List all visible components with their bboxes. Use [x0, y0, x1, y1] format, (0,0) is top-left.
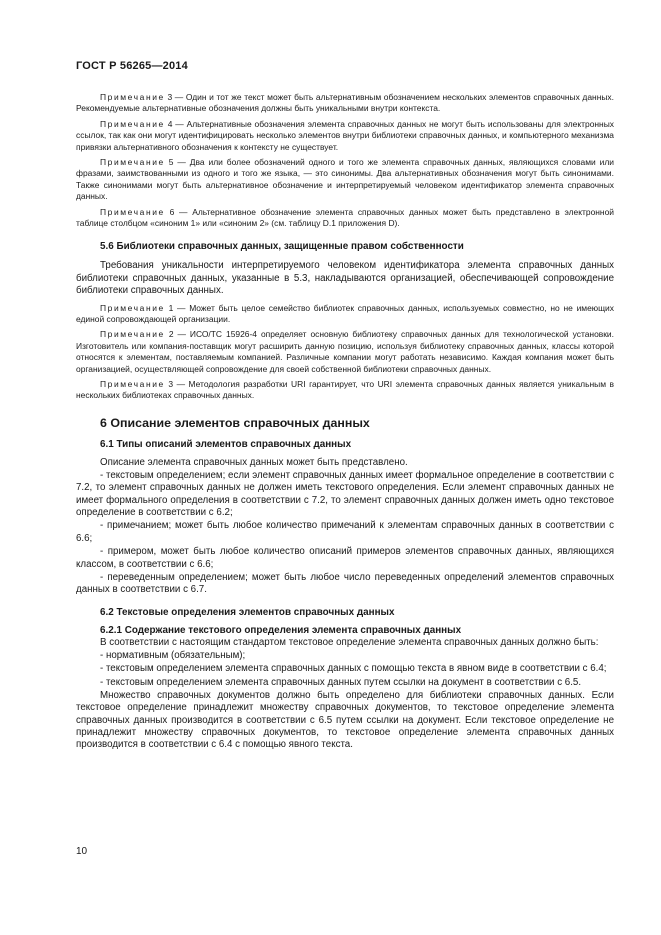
- note-paragraph: [76, 379, 614, 402]
- list-item: - текстовым определением; если элемент справочных данных имеет формальное определение в соответствии с 7.2, то элемент справочных данных не должен иметь текстового определения. Если элемент справочных данных не имеет формального определения в соответствии с 7.2, то элемент справочных данных должен иметь одно текстовое определение в соответствии с 6.2;: [76, 470, 614, 519]
- note-label: Примечание: [100, 378, 165, 389]
- note-text: 3 — Методология разработки URI гарантирует, что URI элемента справочных данных является уникальным в нескольких библиотеках справочных данных.: [76, 378, 614, 401]
- note-paragraph: [76, 92, 614, 115]
- list-item: - текстовым определением элемента справочных данных путем ссылки на документ в соответствии с 6.5.: [100, 676, 582, 688]
- page-content: [76, 92, 614, 752]
- section-heading-6-2: 6.2 Текстовые определения элементов справочных данных: [100, 606, 395, 618]
- body-paragraph: Множество справочных документов должно быть определено для библиотеки справочных данных. Если текстовое определение принадлежит множеству справочных документов, то текстовое определение элемента справочных данных производится в соответствии с 6.5 путем ссылки на документ. Если текстовое определение не принадлежит множеству справочных документов, то текстовое определение элемента справочных данных производится в соответствии с 6.4 с помощью явного текста.: [76, 689, 614, 751]
- section-heading-6-1: 6.1 Типы описаний элементов справочных данных: [100, 438, 352, 450]
- note-text: 1 — Может быть целое семейство библиотек справочных данных, используемых совместно, но не имеющих единой сопровождающей организации.: [76, 302, 614, 324]
- list-item: - примечанием; может быть любое количество примечаний к элементам справочных данных в соответствии с 6.6;: [76, 520, 614, 544]
- body-paragraph: Требования уникальности интерпретируемого человеком идентификатора элемента справочных данных библиотеки справочных данных, указанные в 5.3, накладываются организацией, обеспечивающей сопровождение библиотеки справочных данных.: [76, 260, 614, 297]
- note-paragraph: [76, 119, 614, 153]
- note-label: Примечание: [100, 92, 165, 102]
- section-heading-6-2-1: 6.2.1 Содержание текстового определения элемента справочных данных: [100, 624, 462, 636]
- note-text: 3 — Один и тот же текст может быть альтернативным обозначением нескольких элементов справочных данных. Рекомендуемые альтернативные обозначения должны быть уникальными внутри контекста.: [76, 92, 614, 114]
- page-number: 10: [76, 846, 88, 857]
- body-paragraph: Описание элемента справочных данных может быть представлено.: [100, 456, 408, 468]
- note-text: 5 — Два или более обозначений одного и того же элемента справочных данных, являющихся словами или фразами, заимствованными из одного и того же языка, — это синонимы. Два альтернативных обозначения могут быть синонимами. Также синонимами могут быть альтернативное обозначение и интерпретируемый человеком идентификатор элемента справочных данных.: [76, 157, 614, 202]
- list-item: - переведенным определением; может быть любое число переведенных определений элементов справочных данных в соответствии с 6.7.: [76, 571, 614, 596]
- note-label: Примечание: [100, 302, 165, 313]
- note-label: Примечание: [100, 206, 165, 217]
- list-item: - текстовым определением элемента справочных данных с помощью текста в явном виде в соответствии с 6.4;: [100, 663, 607, 675]
- document-id-header: ГОСТ Р 56265—2014: [76, 60, 188, 72]
- note-text: 2 — ИСО/ТС 15926-4 определяет основную библиотеку справочных данных для технологической установки. Изготовитель или компания-поставщик могут расширить данную позицию, используя библиотеку справочных данных, классы которой относятся к элементам, поставляемым компанией. Различные компании могут работать независимо. Каждая компания может быть организацией, осуществляющей сопровождение для своей собственной библиотеки справочных данных.: [76, 329, 614, 374]
- note-label: Примечание: [100, 157, 165, 168]
- section-heading-6: 6 Описание элементов справочных данных: [100, 415, 370, 430]
- note-label: Примечание: [100, 118, 165, 129]
- note-paragraph: [76, 329, 614, 375]
- section-heading-5-6: 5.6 Библиотеки справочных данных, защищенные правом собственности: [100, 241, 464, 253]
- body-paragraph: В соответствии с настоящим стандартом текстовое определение элемента справочных данных должно быть:: [100, 636, 599, 648]
- note-paragraph: [76, 207, 614, 230]
- list-item: - нормативным (обязательным);: [100, 649, 246, 661]
- list-item: - примером, может быть любое количество описаний примеров элементов справочных данных, являющихся классом, в соответствии с 6.6;: [76, 546, 614, 570]
- note-label: Примечание: [100, 329, 165, 340]
- note-paragraph: [76, 157, 614, 203]
- note-text: 4 — Альтернативные обозначения элемента справочных данных не могут быть использованы для электронных ссылок, так как они могут идентифицировать несколько элементов внутри библиотеки справочных данных, и компьютерного механизма привязки альтернативного обозначения к контексту не существует.: [76, 118, 614, 152]
- note-paragraph: [76, 303, 614, 326]
- note-text: 6 — Альтернативное обозначение элемента справочных данных может быть представлено в электронной таблице столбцом «синоним 1» или «синоним 2» (см. таблицу D.1 приложения D).: [76, 206, 614, 229]
